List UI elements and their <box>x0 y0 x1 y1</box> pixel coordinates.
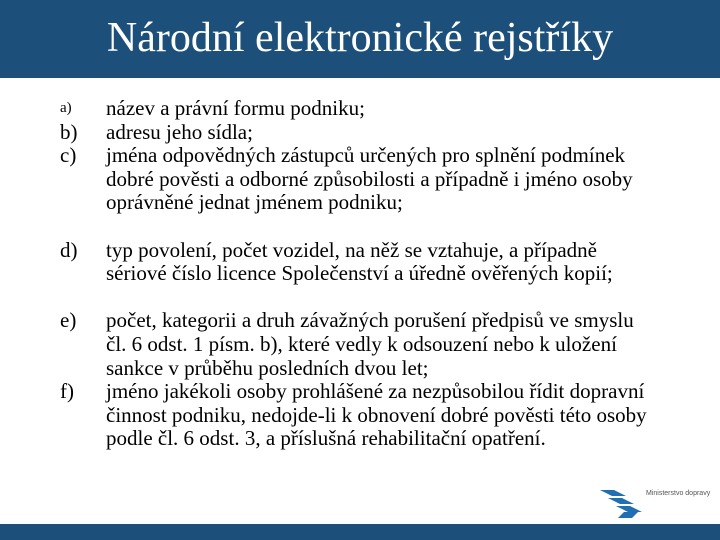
list-item-text: jméno jakékoli osoby prohlášené za nezpůsobilou řídit dopravní činnost podniku, nedojde-li k obnovení dobré pověsti této osoby podle čl. 6 odst. 3, a příslušná rehabilitační opatření. <box>106 379 647 451</box>
list-item <box>60 380 650 474</box>
logo-text: Ministerstvo dopravy <box>646 490 711 497</box>
list-item-text: název a právní formu podniku; <box>106 96 365 120</box>
list-item-text: adresu jeho sídla; <box>106 119 253 144</box>
list-item-text: počet, kategorii a druh závažných porušení předpisů ve smyslu čl. 6 odst. 1 písm. b), které vedly k odsouzení nebo k uložení sankce v průběhu posledních dvou let; <box>106 308 634 380</box>
requirements-list <box>60 97 650 475</box>
list-marker: f) <box>60 379 74 404</box>
list-marker: d) <box>60 237 78 262</box>
list-item-text: typ povolení, počet vozidel, na něž se vztahuje, a případně sériové číslo licence Společenství a úředně ověřených kopií; <box>106 237 613 286</box>
list-item <box>60 239 650 310</box>
list-item <box>60 121 650 145</box>
slide-title: Národní elektronické rejstříky <box>106 15 614 61</box>
ministry-logo <box>598 484 720 524</box>
list-marker: a) <box>60 100 72 116</box>
list-item <box>60 97 650 121</box>
list-marker: b) <box>60 119 78 144</box>
footer-band <box>0 524 720 540</box>
ministry-logo-icon <box>598 484 644 520</box>
list-item <box>60 144 650 238</box>
list-marker: e) <box>60 308 77 333</box>
list-item <box>60 309 650 380</box>
list-marker: c) <box>60 143 77 168</box>
list-item-text: jména odpovědných zástupců určených pro splnění podmínek dobré pověsti a odborné způsobilosti a případně i jméno osoby oprávněné jednat jménem podniku; <box>106 143 633 215</box>
